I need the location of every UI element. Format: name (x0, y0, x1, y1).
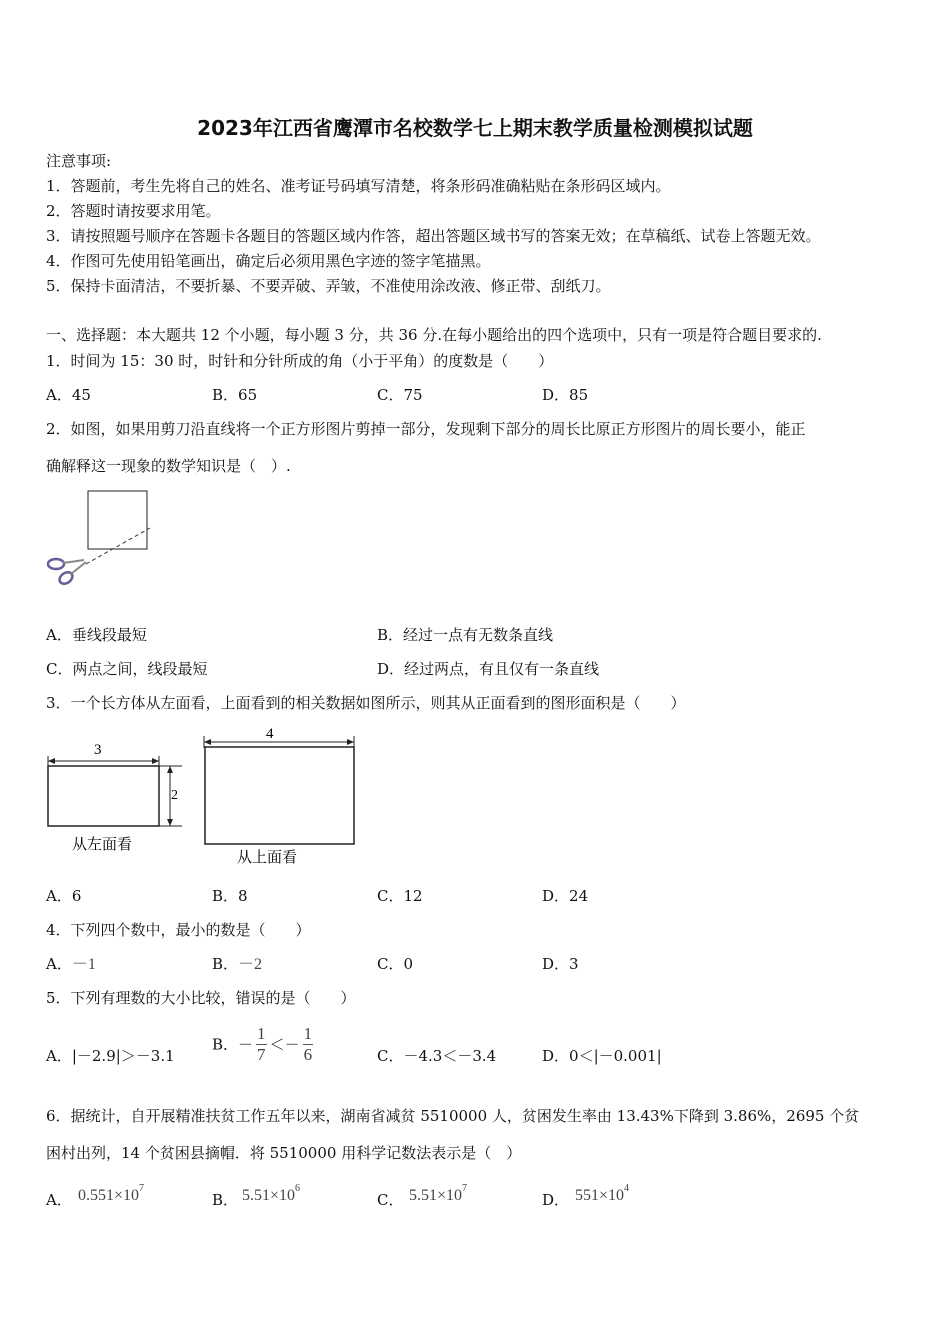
cut-line (86, 528, 150, 564)
q5-option-a: A．|－2.9|＞－3.1 (46, 1047, 175, 1065)
q2-option-b: B．经过一点有无数条直线 (377, 626, 554, 644)
q3-option-d: D．24 (542, 887, 589, 905)
q4-option-c: C．0 (377, 955, 414, 973)
q1-stem: 1．时间为 15：30 时，时针和分针所成的角（小于平角）的度数是（ ） (46, 352, 554, 370)
q6-option-c-value: $5.51\times 10^7$ (409, 1183, 468, 1204)
views-figure (44, 728, 364, 868)
q5-option-b: B．－ $\frac{1}{7}$ ＜－ $\frac{1}{6}$ (212, 1024, 313, 1064)
left-view-diagram (48, 742, 182, 853)
note-item: 2．答题时请按要求用笔。 (46, 202, 221, 220)
q4-option-b: B．－2 (212, 955, 263, 973)
note-item: 1．答题前，考生先将自己的姓名、准考证号码填写清楚，将条形码准确粘贴在条形码区域内。 (46, 177, 671, 195)
q3-option-c: C．12 (377, 887, 423, 905)
left-view-height-label: 2 (171, 788, 178, 803)
top-view-caption: 从上面看 (237, 848, 298, 866)
q1-option-c: C．75 (377, 386, 423, 404)
q1-option-a: A．45 (46, 386, 91, 404)
top-view-width-label: 4 (266, 726, 274, 742)
fraction: $\frac{1}{7}$ (257, 1024, 266, 1064)
q3-option-a: A．6 (46, 887, 82, 905)
q4-option-d: D．3 (542, 955, 579, 973)
note-item: 4．作图可先使用铅笔画出，确定后必须用黑色字迹的签字笔描黑。 (46, 252, 491, 270)
q6-option-b-label: B． (212, 1191, 239, 1209)
q2-stem-line2: 确解释这一现象的数学知识是（ ）. (46, 457, 291, 475)
q6-option-a-label: A． (46, 1191, 72, 1209)
q3-stem: 3．一个长方体从左面看，上面看到的相关数据如图所示，则其从正面看到的图形面积是（ ） (46, 694, 686, 712)
left-view-width-label: 3 (94, 742, 102, 758)
left-view-caption: 从左面看 (72, 835, 133, 853)
notes-heading: 注意事项: (46, 152, 112, 170)
q2-stem-line1: 2．如图，如果用剪刀沿直线将一个正方形图片剪掉一部分，发现剩下部分的周长比原正方形图片的周长要小，能正 (46, 420, 806, 438)
q5-option-c: C．－4.3＜－3.4 (377, 1047, 497, 1065)
q6-option-d-label: D． (542, 1191, 570, 1209)
q1-option-d: D．85 (542, 386, 589, 404)
q4-stem: 4．下列四个数中，最小的数是（ ） (46, 921, 311, 939)
q6-option-d-value: $551\times 10^4$ (575, 1183, 630, 1204)
section-heading: 一、选择题：本大题共 12 个小题，每小题 3 分，共 36 分.在每小题给出的四个选项中，只有一项是符合题目要求的. (46, 326, 822, 344)
note-item: 5．保持卡面清洁，不要折暴、不要弄破、弄皱，不准使用涂改液、修正带、刮纸刀。 (46, 277, 611, 295)
note-item: 3．请按照题号顺序在答题卡各题目的答题区域内作答，超出答题区域书写的答案无效；在草稿纸、试卷上答题无效。 (46, 227, 821, 245)
q6-stem-line2: 困村出列，14 个贫困县摘帽．将 5510000 用科学记数法表示是（ ） (46, 1144, 522, 1162)
q5-option-d: D．0＜|－0.001| (542, 1047, 662, 1065)
scissors-square-figure (44, 488, 154, 593)
q2-option-a: A．垂线段最短 (46, 626, 147, 644)
q3-option-b: B．8 (212, 887, 248, 905)
q5-stem: 5．下列有理数的大小比较，错误的是（ ） (46, 989, 356, 1007)
q6-option-b-value: $5.51\times 10^6$ (242, 1183, 301, 1204)
q1-option-b: B．65 (212, 386, 258, 404)
q2-option-c: C．两点之间，线段最短 (46, 660, 208, 678)
q2-option-d: D．经过两点，有且仅有一条直线 (377, 660, 600, 678)
fraction: $\frac{1}{6}$ (303, 1024, 313, 1064)
top-view-diagram (204, 726, 354, 866)
square-shape (88, 491, 147, 549)
q6-stem-line1: 6．据统计，自开展精准扶贫工作五年以来，湖南省减贫 5510000 人，贫困发生率由 13.43%下降到 3.86%，2695 个贫 (46, 1107, 860, 1125)
page-title: 2023年江西省鹰潭市名校数学七上期末教学质量检测模拟试题 (197, 116, 753, 140)
q6-option-a-value: $0.551\times 10^7$ (78, 1183, 145, 1204)
q6-option-c-label: C． (377, 1191, 404, 1209)
q4-option-a: A．－1 (46, 955, 96, 973)
scissors-icon (48, 559, 86, 586)
